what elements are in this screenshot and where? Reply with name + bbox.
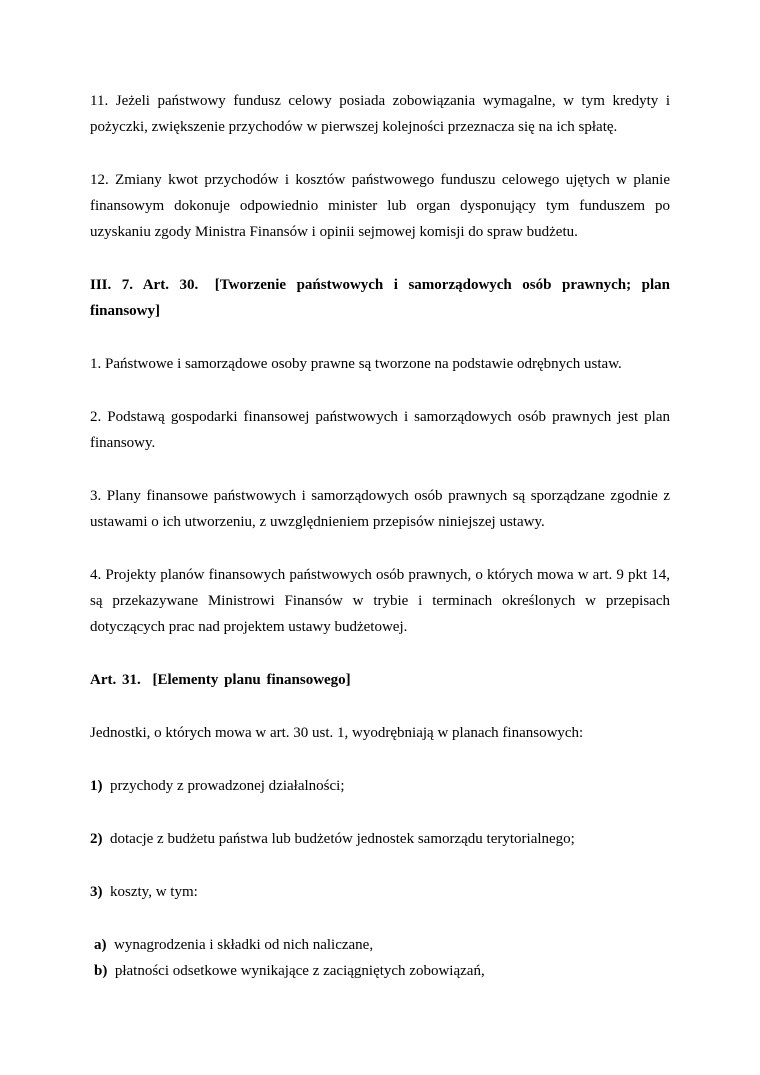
paragraph-12: 12. Zmiany kwot przychodów i kosztów państwowego funduszu celowego ujętych w planie finansowym dokonuje odpowiednio minister lub organ dysponujący tym funduszem po uzyskaniu zgody Ministra Finansów i opinii sejmowej komisji do spraw budżetu. <box>90 172 670 240</box>
art-31-subitem-b <box>94 958 670 984</box>
item-text: koszty, w tym: <box>110 884 198 900</box>
heading-art-30-label: III. 7. Art. 30. <box>90 277 199 293</box>
item-text: dotacje z budżetu państwa lub budżetów jednostek samorządu terytorialnego; <box>110 831 575 847</box>
heading-art-31-label: Art. 31. <box>90 672 141 688</box>
item-number: 2) <box>90 831 103 847</box>
item-text: przychody z prowadzonej działalności; <box>110 778 345 794</box>
subitem-letter: b) <box>94 963 108 979</box>
heading-art-31-title: [Elementy planu finansowego] <box>152 672 351 688</box>
subitem-text: wynagrodzenia i składki od nich naliczane, <box>114 937 374 953</box>
heading-art-30-title: [Tworzenie państwowych i samorządowych osób prawnych; plan finansowy] <box>90 277 671 319</box>
subitem-letter: a) <box>94 937 107 953</box>
subitem-text: płatności odsetkowe wynikające z zaciągniętych zobowiązań, <box>114 963 485 979</box>
item-number: 1) <box>90 778 103 794</box>
art-30-paragraph-1: 1. Państwowe i samorządowe osoby prawne są tworzone na podstawie odrębnych ustaw. <box>90 356 622 372</box>
art-31-item-2 <box>90 826 670 852</box>
art-31-item-3 <box>90 879 670 905</box>
art-30-paragraph-2: 2. Podstawą gospodarki finansowej państwowych i samorządowych osób prawnych jest plan finansowy. <box>90 409 670 451</box>
heading-art-31 <box>90 667 670 693</box>
art-31-subitem-a <box>94 932 670 958</box>
art-31-sublist <box>90 932 670 984</box>
art-31-item-1 <box>90 773 670 799</box>
paragraph-11: 11. Jeżeli państwowy fundusz celowy posiada zobowiązania wymagalne, w tym kredyty i pożyczki, zwiększenie przychodów w pierwszej kolejności przeznacza się na ich spłatę. <box>90 93 670 135</box>
item-number: 3) <box>90 884 103 900</box>
art-30-paragraph-4: 4. Projekty planów finansowych państwowych osób prawnych, o których mowa w art. 9 pkt 14, są przekazywane Ministrowi Finansów w trybie i terminach określonych w przepisach dotyczących prac nad projektem ustawy budżetowej. <box>90 567 670 635</box>
art-30-paragraph-3: 3. Plany finansowe państwowych i samorządowych osób prawnych są sporządzane zgodnie z ustawami o ich utworzeniu, z uwzględnieniem przepisów niniejszej ustawy. <box>90 488 670 530</box>
art-31-intro: Jednostki, o których mowa w art. 30 ust. 1, wyodrębniają w planach finansowych: <box>90 725 584 741</box>
document-body <box>90 88 670 984</box>
heading-art-30 <box>90 272 670 324</box>
